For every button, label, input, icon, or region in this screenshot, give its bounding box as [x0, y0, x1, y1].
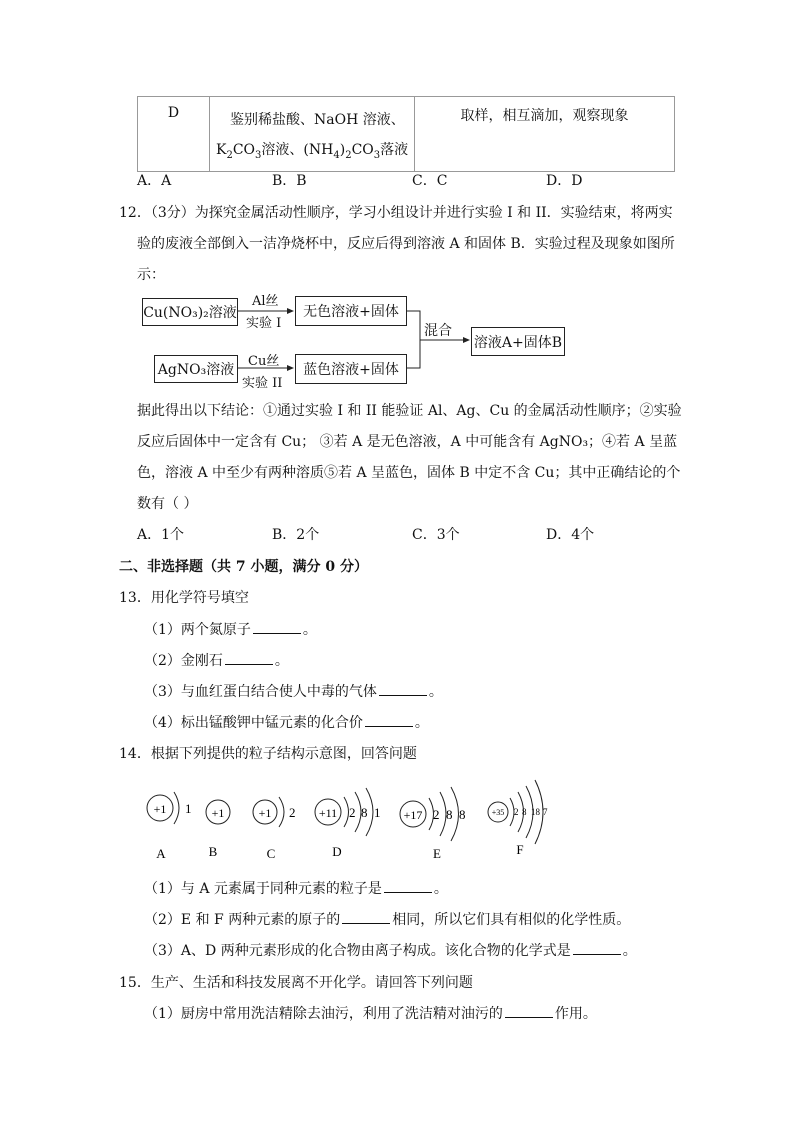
- answer-blank[interactable]: [253, 621, 301, 634]
- particle-a: [147, 792, 192, 861]
- answer-blank[interactable]: [573, 942, 621, 955]
- arrow2-bottom-label: 实验 II: [242, 376, 283, 391]
- svg-text:7: 7: [543, 807, 548, 817]
- svg-text:+35: +35: [491, 808, 505, 817]
- q13-item-3: （3）与血红蛋白结合使人中毒的气体 。: [144, 684, 443, 700]
- box-colorless-solution: 无色溶液+固体: [295, 296, 407, 326]
- particle-f: [488, 780, 548, 857]
- svg-text:+1: +1: [153, 802, 167, 816]
- svg-text:F: F: [516, 842, 524, 857]
- options-table: [137, 96, 675, 172]
- particle-e: [400, 787, 466, 861]
- row-letter: D: [138, 97, 210, 172]
- q12-option-a: A．1个: [137, 527, 185, 543]
- q12-stem-line2: 验的废液全部倒入一洁净烧杯中，反应后得到溶液 A 和固体 B．实验过程及现象如图所: [137, 236, 675, 252]
- q12-conclusion-line2: 反应后固体中一定含有 Cu； ③若 A 是无色溶液，A 中可能含有 AgNO₃；④若 A 呈蓝: [137, 434, 678, 450]
- svg-text:8: 8: [522, 807, 527, 817]
- experiment-flow-diagram: [142, 290, 572, 390]
- q13-item-2: （2）金刚石 。: [144, 653, 289, 669]
- q12-conclusion-line3: 色，溶液 A 中至少有两种溶质⑤若 A 呈蓝色，固体 B 中定不含 Cu；其中正确结论的个: [137, 465, 681, 481]
- svg-text:E: E: [433, 846, 441, 861]
- q12-stem-line3: 示：: [137, 267, 165, 283]
- answer-blank[interactable]: [505, 1005, 553, 1018]
- q14-sub-1: （1）与 A 元素属于同种元素的粒子是 。: [144, 881, 448, 897]
- q13-item-1: （1）两个氮原子 。: [144, 622, 317, 638]
- answer-blank[interactable]: [225, 652, 273, 665]
- q11-option-b: B．B: [272, 173, 307, 189]
- arrow2-top-label: Cu丝: [248, 354, 280, 369]
- particle-c: [253, 797, 296, 861]
- svg-text:2: 2: [433, 807, 440, 822]
- svg-text:D: D: [332, 844, 342, 859]
- box-cu-nitrate: Cu(NO₃)₂溶液: [142, 298, 238, 326]
- svg-text:+11: +11: [318, 806, 338, 820]
- svg-text:2: 2: [514, 807, 519, 817]
- svg-text:+17: +17: [403, 808, 423, 822]
- purpose-line1: 鉴别稀盐酸、NaOH 溶液、: [230, 112, 405, 128]
- purpose-line2: $K_2CO_3$溶液、$(NH_4)_2CO_3$落液: [216, 142, 409, 161]
- q13-title: 13．用化学符号填空: [119, 590, 249, 606]
- q11-option-d: D．D: [546, 173, 583, 189]
- table-row: [138, 97, 675, 172]
- svg-text:+1: +1: [258, 806, 272, 820]
- svg-text:8: 8: [446, 807, 453, 822]
- answer-blank[interactable]: [384, 880, 432, 893]
- q15-sub-1: （1）厨房中常用洗洁精除去油污，利用了洗洁精对油污的 作用。: [144, 1006, 597, 1022]
- method-cell: 取样，相互滴加，观察现象: [415, 97, 675, 172]
- svg-text:2: 2: [289, 805, 296, 820]
- answer-blank[interactable]: [342, 911, 390, 924]
- svg-text:2: 2: [349, 805, 356, 820]
- box-silver-nitrate: AgNO₃溶液: [154, 355, 238, 383]
- q14-sub-2: （2）E 和 F 两种元素的原子的 相同，所以它们具有相似的化学性质。: [144, 912, 631, 928]
- svg-text:1: 1: [374, 805, 381, 820]
- arrow1-top-label: Al丝: [252, 294, 279, 309]
- svg-text:8: 8: [361, 805, 368, 820]
- svg-text:8: 8: [459, 807, 466, 822]
- particle-b: [206, 800, 230, 859]
- q13-item-4: （4）标出锰酸钾中锰元素的化合价 。: [144, 715, 429, 731]
- svg-text:1: 1: [185, 801, 192, 816]
- q12-option-c: C．3个: [412, 527, 460, 543]
- q12-option-b: B．2个: [272, 527, 320, 543]
- particle-d: [315, 788, 381, 859]
- q12-stem-line1: 12．（3分）为探究金属活动性顺序，学习小组设计并进行实验 I 和 II．实验结束，将两实: [119, 205, 673, 221]
- q12-conclusion-line1: 据此得出以下结论：①通过实验 I 和 II 能验证 Al、Ag、Cu 的金属活动性顺序；②实验: [137, 403, 682, 419]
- q15-title: 15．生产、生活和科技发展离不开化学。请回答下列问题: [119, 975, 473, 991]
- svg-text:C: C: [266, 846, 276, 861]
- svg-text:+1: +1: [211, 806, 225, 820]
- mix-label: 混合: [424, 323, 452, 339]
- svg-text:A: A: [156, 846, 166, 861]
- box-solution-a-solid-b: 溶液A+固体B: [471, 327, 565, 356]
- q11-option-c: C．C: [412, 173, 448, 189]
- q14-title: 14．根据下列提供的粒子结构示意图，回答问题: [119, 746, 417, 762]
- arrow1-bottom-label: 实验 I: [246, 316, 282, 331]
- q12-option-d: D．4个: [546, 527, 595, 543]
- q12-conclusion-line4: 数有（ ）: [137, 496, 198, 512]
- svg-text:18: 18: [531, 807, 540, 817]
- q11-option-a: A．A: [137, 173, 172, 189]
- q14-sub-3: （3）A、D 两种元素形成的化合物由离子构成。该化合物的化学式是 。: [144, 943, 637, 959]
- svg-text:B: B: [208, 844, 218, 859]
- section-heading: 二、非选择题（共 7 小题，满分 0 分）: [119, 559, 368, 575]
- particle-diagrams: [140, 770, 570, 865]
- answer-blank[interactable]: [365, 714, 413, 727]
- box-blue-solution: 蓝色溶液+固体: [295, 354, 407, 384]
- answer-blank[interactable]: [379, 683, 427, 696]
- purpose-cell: [210, 97, 415, 172]
